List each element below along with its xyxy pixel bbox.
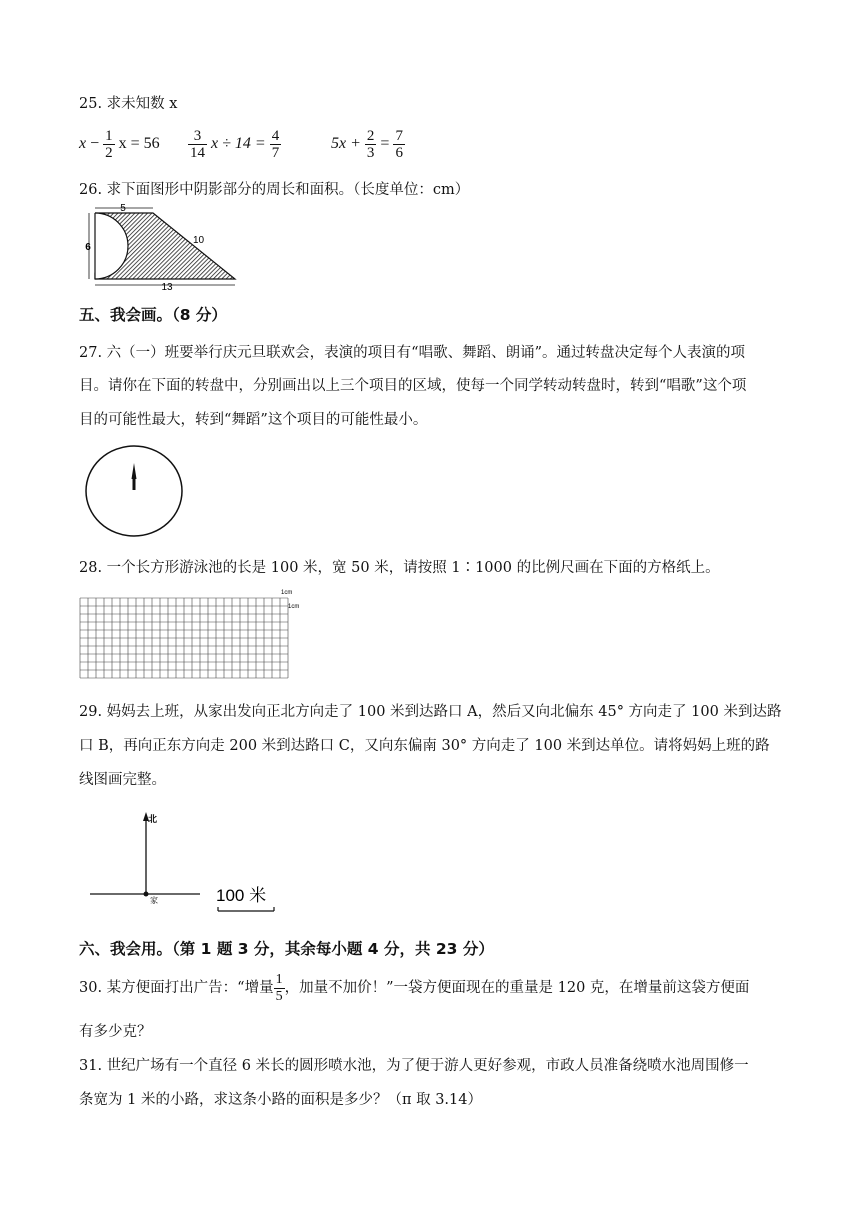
spinner-circle [86, 446, 182, 536]
q30-fraction [274, 972, 285, 1005]
eq2-fraction-a [188, 128, 207, 161]
eq3-numerator-b: 7 [395, 128, 403, 144]
q31-line-1: 31. 世纪广场有一个直径 6 米长的圆形喷水池，为了便于游人更好参观，市政人员准备绕喷水池周围修一 [79, 1058, 749, 1074]
q30-line-1 [79, 970, 749, 1006]
eq1-numerator: 1 [105, 128, 113, 144]
q31-line-2: 条宽为 1 米的小路，求这条小路的面积是多少？（π 取 3.14） [79, 1092, 482, 1108]
eq1-op: − [90, 135, 100, 153]
grid-label-top: 1cm [281, 590, 293, 596]
q26-title: 26. 求下面图形中阴影部分的周长和面积。（长度单位：cm） [79, 182, 470, 198]
eq2-mid: x ÷ 14 = [211, 135, 266, 153]
q30-line-2: 有多少克？ [79, 1024, 152, 1040]
eq1-lhs: x [79, 135, 87, 153]
grid-paper [78, 588, 318, 684]
eq3-fraction-b [393, 128, 405, 161]
home-point [144, 892, 149, 897]
eq2-numerator-a: 3 [188, 128, 207, 145]
eq1-rest: x = 56 [118, 135, 160, 153]
q25-equation-2 [188, 128, 281, 161]
home-label: 家 [150, 896, 158, 905]
eq2-denominator-a: 14 [190, 145, 205, 161]
eq3-denominator-b: 6 [395, 145, 403, 161]
q30-post: ，加量不加价！”一袋方便面现在的重量是 120 克，在增量前这袋方便面 [284, 980, 750, 996]
q27-line-2: 目。请你在下面的转盘中，分别画出以上三个项目的区域，使每一个同学转动转盘时，转到“唱歌”这个项 [79, 378, 747, 394]
bottom-label: 13 [161, 282, 173, 293]
north-label: 北 [148, 814, 158, 824]
q30-numerator: 1 [275, 971, 283, 987]
scale-label: 100 米 [216, 886, 267, 905]
q29-line-3: 线图画完整。 [79, 772, 166, 788]
eq3-lhs: 5x + [331, 135, 361, 153]
q29-line-2: 口 B，再向正东方向走 200 米到达路口 C，又向东偏南 30° 方向走了 100 米到达单位。请将妈妈上班的路 [79, 738, 770, 754]
spinner-wheel [84, 443, 188, 539]
slant-label: 10 [193, 235, 205, 246]
q25-title: 25. 求未知数 x [79, 96, 178, 112]
eq2-denominator-b: 7 [271, 145, 280, 161]
eq3-numerator-a: 2 [366, 128, 375, 144]
section-5-heading: 五、我会画。（8 分） [79, 306, 227, 324]
q30-denominator: 5 [275, 988, 283, 1004]
route-diagram [88, 810, 288, 918]
left-label: 6 [85, 242, 91, 253]
eq3-fraction-a [365, 128, 377, 161]
q27-line-3: 目的可能性最大，转到“舞蹈”这个项目的可能性最小。 [79, 412, 428, 428]
eq2-numerator-b: 4 [271, 128, 280, 144]
top-label: 5 [120, 203, 126, 214]
q26-shaded-figure [85, 203, 245, 293]
grid-label-side: 1cm [288, 604, 300, 610]
eq3-mid: = [380, 135, 390, 153]
q25-equation-1 [79, 128, 160, 161]
eq2-fraction-b [270, 128, 282, 161]
section-6-heading: 六、我会用。（第 1 题 3 分，其余每小题 4 分，共 23 分） [79, 940, 494, 958]
eq3-denominator-a: 3 [366, 145, 375, 161]
q30-pre: 30. 某方便面打出广告：“增量 [79, 980, 274, 996]
eq1-denominator: 2 [105, 145, 113, 161]
q28-text: 28. 一个长方形游泳池的长是 100 米，宽 50 米，请按照 1∶1000 的比例尺画在下面的方格纸上。 [79, 560, 720, 576]
eq1-fraction [103, 128, 115, 161]
q25-equation-3 [331, 128, 405, 161]
grid-lines [80, 598, 288, 678]
q29-line-1: 29. 妈妈去上班，从家出发向正北方向走了 100 米到达路口 A，然后又向北偏东 45° 方向走了 100 米到达路 [79, 704, 782, 720]
q27-line-1: 27. 六（一）班要举行庆元旦联欢会，表演的项目有“唱歌、舞蹈、朗诵”。通过转盘决定每个人表演的项 [79, 345, 745, 361]
